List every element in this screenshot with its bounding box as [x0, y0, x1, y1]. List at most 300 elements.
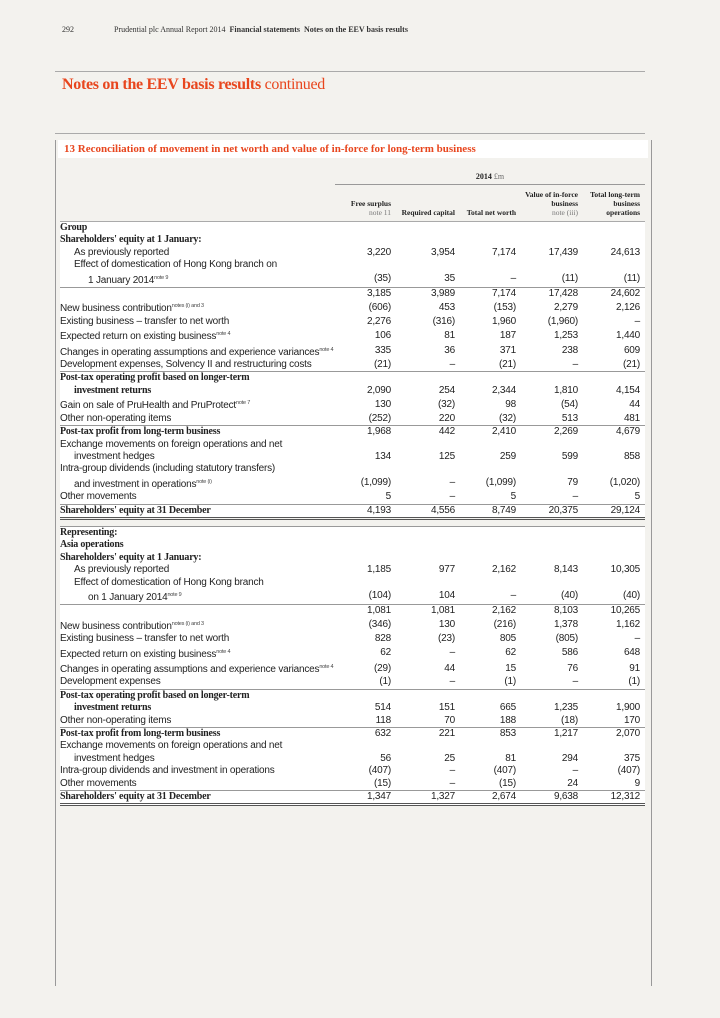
table-row: [60, 413, 645, 426]
value-cell: 1,253: [553, 329, 578, 341]
value-cell: [455, 526, 516, 539]
row-label-text: Intra-group dividends (including statutory transfers): [60, 463, 276, 475]
value-cell: [391, 439, 455, 451]
value-cell: 805: [499, 633, 516, 645]
table-row: [60, 715, 645, 728]
row-label-text: New business contribution: [60, 303, 172, 315]
row-label-text: Expected return on existing business: [60, 331, 217, 343]
value-cell: 648: [623, 647, 641, 659]
value-cell: 599: [561, 450, 578, 462]
table-row: [60, 564, 645, 576]
value-cell: 221: [391, 728, 455, 741]
value-cell: (407): [493, 765, 516, 777]
value-cell: [391, 372, 455, 385]
row-label-text: Effect of domestication of Hong Kong branch on: [74, 259, 277, 271]
value-cell: [516, 234, 578, 246]
row-label-text: Post-tax profit from long-term business: [60, 728, 221, 740]
row-label-text: investment hedges: [74, 752, 155, 764]
year-label: 2014: [475, 171, 492, 181]
value-cell: [391, 222, 455, 235]
row-label: [60, 247, 335, 259]
value-cell: (29): [374, 662, 391, 674]
value-cell: [455, 577, 516, 589]
row-label: [60, 288, 335, 301]
table-row: [60, 765, 645, 777]
value-cell: [335, 259, 391, 271]
report-name: Prudential plc Annual Report 2014: [114, 25, 226, 34]
value-cell: 1,900: [616, 702, 641, 714]
value-cell: [335, 372, 391, 385]
value-cell: 15: [505, 662, 516, 674]
value-cell: 1,081: [391, 605, 455, 618]
row-label: [60, 715, 335, 728]
value-cell: 238: [561, 345, 578, 357]
value-cell: –: [449, 777, 455, 789]
row-label-text: Changes in operating assumptions and experience variances: [60, 664, 320, 675]
value-cell: 70: [444, 714, 455, 726]
value-cell: [516, 539, 578, 551]
row-label-text: Post-tax profit from long-term business: [60, 426, 221, 438]
row-label: [60, 753, 335, 765]
value-cell: (346): [368, 619, 391, 631]
row-label: [60, 316, 335, 328]
value-cell: [516, 689, 578, 702]
row-label: [60, 385, 335, 397]
table-section: [60, 605, 645, 689]
table-row: [60, 605, 645, 618]
table-row: [60, 753, 645, 765]
row-label: [60, 689, 335, 702]
row-label-text: Existing business – transfer to net worth: [60, 633, 230, 645]
value-cell: 1,081: [335, 605, 391, 618]
value-cell: (805): [555, 633, 578, 645]
table-row: [60, 234, 645, 246]
row-label: [60, 740, 335, 752]
value-cell: (1): [628, 676, 641, 688]
row-label-text: Exchange movements on foreign operations and net: [60, 740, 283, 752]
value-cell: [578, 539, 645, 551]
value-cell: 125: [438, 450, 455, 462]
value-cell: 81: [444, 329, 455, 341]
value-cell: (32): [499, 412, 516, 424]
value-cell: [516, 577, 578, 589]
row-label: [60, 791, 335, 805]
table-row: [60, 778, 645, 791]
value-cell: 170: [623, 714, 641, 726]
value-cell: 106: [374, 329, 391, 341]
value-cell: 665: [499, 702, 516, 714]
value-cell: 5: [510, 491, 516, 503]
table-row: [60, 577, 645, 589]
row-label: [60, 539, 335, 551]
row-label: [60, 426, 335, 439]
table-section: [60, 526, 645, 604]
value-cell: [455, 539, 516, 551]
table-row: [60, 247, 645, 259]
value-cell: [455, 463, 516, 475]
value-cell: [516, 259, 578, 271]
value-cell: 1,347: [335, 791, 391, 805]
value-cell: [391, 539, 455, 551]
value-cell: 91: [629, 662, 641, 674]
row-label-text: Expected return on existing business: [60, 648, 217, 660]
running-header: [62, 25, 408, 34]
row-label: [60, 439, 335, 451]
row-label-text: Shareholders' equity at 1 January:: [60, 234, 202, 246]
value-cell: (1,099): [360, 477, 391, 489]
value-cell: 632: [335, 728, 391, 741]
value-cell: 62: [380, 647, 391, 659]
row-label: [60, 676, 335, 689]
value-cell: [455, 222, 516, 235]
value-cell: [391, 234, 455, 246]
value-cell: [516, 526, 578, 539]
table-row: [60, 385, 645, 397]
row-label: [60, 259, 335, 271]
value-cell: [455, 234, 516, 246]
row-label-text: As previously reported: [74, 564, 170, 576]
value-cell: (216): [493, 619, 516, 631]
value-cell: 3,989: [391, 288, 455, 301]
note-reference: note 9: [154, 274, 169, 281]
value-cell: –: [510, 273, 516, 285]
row-label: [60, 646, 335, 661]
value-cell: –: [572, 765, 578, 777]
row-label: [60, 552, 335, 564]
row-label: [60, 702, 335, 714]
note-reference: notes (i) and 3: [171, 303, 204, 310]
table-row: [60, 491, 645, 504]
value-cell: 2,070: [578, 728, 645, 741]
value-cell: (1): [379, 676, 391, 688]
row-label: [60, 633, 335, 645]
value-cell: 1,327: [391, 791, 455, 805]
table-row: [60, 476, 645, 491]
table-section: [60, 426, 645, 504]
column-header: [578, 185, 645, 222]
value-cell: 853: [455, 728, 516, 741]
value-cell: 62: [505, 647, 516, 659]
column-label: Total long-term business operations: [590, 190, 641, 217]
table-row: [60, 316, 645, 328]
row-label-text: Gain on sale of PruHealth and PruProtect: [60, 400, 236, 412]
value-cell: 2,410: [455, 426, 516, 439]
row-label-text: investment hedges: [74, 450, 155, 462]
column-label: Total net worth: [466, 208, 516, 217]
table-row: [60, 300, 645, 315]
value-cell: [335, 526, 391, 539]
table-row: [60, 463, 645, 475]
value-cell: 79: [567, 477, 578, 489]
value-cell: 25: [444, 752, 455, 764]
row-label: [60, 618, 335, 633]
row-label-text: Group: [60, 222, 88, 233]
row-label-text: Post-tax operating profit based on longer-term: [60, 372, 250, 384]
value-cell: [391, 740, 455, 752]
table-row: [60, 661, 645, 676]
table-row: [60, 589, 645, 605]
value-cell: 24,602: [578, 288, 645, 301]
value-cell: –: [449, 676, 455, 688]
value-cell: 98: [505, 398, 516, 410]
row-label: [60, 765, 335, 777]
value-cell: 3,220: [366, 246, 391, 258]
row-label: [60, 589, 335, 605]
table-row: [60, 426, 645, 439]
value-cell: –: [449, 359, 455, 371]
row-label-text: Post-tax operating profit based on longer-term: [60, 689, 250, 701]
row-label-text: Development expenses, Solvency II and restructuring costs: [60, 359, 312, 371]
value-cell: (40): [623, 590, 641, 602]
note-reference: note 4: [216, 331, 231, 338]
value-cell: 44: [629, 398, 641, 410]
value-cell: 2,162: [455, 605, 516, 618]
table-row: [60, 504, 645, 518]
value-cell: (18): [561, 714, 578, 726]
divider: [55, 133, 645, 134]
value-cell: 2,126: [616, 301, 641, 313]
column-header: [391, 185, 455, 222]
table-row: [60, 272, 645, 288]
value-cell: 1,162: [616, 619, 641, 631]
table-row: [60, 728, 645, 741]
divider: [55, 71, 645, 72]
value-cell: [335, 577, 391, 589]
value-cell: [455, 740, 516, 752]
value-cell: (35): [374, 273, 391, 285]
row-label: [60, 605, 335, 618]
page-title-main: Notes on the EEV basis results: [62, 76, 261, 93]
row-label-text: Other non-operating items: [60, 412, 172, 424]
value-cell: 8,143: [553, 564, 578, 576]
value-cell: [578, 526, 645, 539]
value-cell: [391, 689, 455, 702]
row-label: [60, 328, 335, 343]
value-cell: [578, 372, 645, 385]
value-cell: [516, 372, 578, 385]
column-header: [455, 185, 516, 222]
row-label: [60, 491, 335, 504]
value-cell: [335, 740, 391, 752]
value-cell: 10,305: [610, 564, 641, 576]
value-cell: 7,174: [491, 246, 516, 258]
value-cell: [578, 552, 645, 564]
value-cell: 17,428: [516, 288, 578, 301]
note-title: 13 Reconciliation of movement in net worth and value of in-force for long-term business: [64, 143, 476, 155]
row-label-text: Exchange movements on foreign operations and net: [60, 438, 283, 450]
value-cell: 9: [634, 777, 641, 789]
table-row: [60, 451, 645, 463]
row-label-text: and investment in operations: [74, 478, 197, 490]
row-label: [60, 778, 335, 791]
value-cell: –: [572, 359, 578, 371]
row-label-text: Representing:: [60, 526, 118, 538]
value-cell: [578, 259, 645, 271]
column-label: Required capital: [401, 208, 455, 217]
value-cell: (15): [374, 777, 391, 789]
column-label: Free surplus: [350, 199, 391, 208]
row-label-text: Existing business – transfer to net worth: [60, 315, 230, 327]
table-row: [60, 618, 645, 633]
value-cell: (54): [561, 398, 578, 410]
value-cell: [335, 234, 391, 246]
value-cell: 5: [634, 491, 641, 503]
value-cell: (1): [504, 676, 516, 688]
value-cell: (606): [368, 301, 391, 313]
row-label-text: New business contribution: [60, 620, 172, 632]
note-reference: notes (i) and 3: [171, 620, 204, 627]
value-cell: 294: [561, 752, 578, 764]
table-row: [60, 328, 645, 343]
row-label-text: Shareholders' equity at 31 December: [60, 504, 211, 516]
row-label: [60, 397, 335, 412]
page-title-suffix: continued: [264, 76, 325, 93]
value-cell: –: [572, 676, 578, 688]
value-cell: 513: [561, 412, 578, 424]
row-label: [60, 476, 335, 491]
value-cell: [391, 526, 455, 539]
row-label-text: investment returns: [74, 384, 152, 396]
value-cell: 977: [438, 564, 455, 576]
value-cell: 81: [505, 752, 516, 764]
row-label-text: Shareholders' equity at 1 January:: [60, 551, 202, 563]
column-note: note (iii): [551, 208, 578, 217]
value-cell: 9,638: [516, 791, 578, 805]
value-cell: [335, 539, 391, 551]
note-reference: note 4: [319, 346, 334, 353]
table-row: [60, 539, 645, 551]
value-cell: 828: [374, 633, 391, 645]
row-label: [60, 344, 335, 359]
value-cell: (40): [561, 590, 578, 602]
table-section: [60, 728, 645, 791]
value-cell: 4,154: [616, 384, 641, 396]
table-row: [60, 791, 645, 805]
value-cell: (21): [374, 359, 391, 371]
row-label: [60, 728, 335, 741]
value-cell: 4,556: [391, 504, 455, 518]
value-cell: 2,162: [491, 564, 516, 576]
value-cell: 188: [499, 714, 516, 726]
subsection-name: Notes on the EEV basis results: [303, 25, 408, 34]
value-cell: –: [634, 633, 641, 645]
value-cell: 118: [375, 714, 391, 726]
value-cell: (104): [368, 590, 391, 602]
unit-label: £m: [493, 171, 505, 181]
value-cell: [578, 222, 645, 235]
value-cell: (1,020): [609, 477, 641, 489]
value-cell: (15): [499, 777, 516, 789]
frame-right: [651, 140, 652, 986]
value-cell: [516, 552, 578, 564]
value-cell: [516, 439, 578, 451]
table-row: [60, 397, 645, 412]
row-label: [60, 526, 335, 539]
row-label-text: Changes in operating assumptions and experience variances: [60, 346, 320, 358]
value-cell: 259: [499, 450, 516, 462]
value-cell: 151: [438, 702, 455, 714]
value-cell: [578, 577, 645, 589]
value-cell: (21): [623, 359, 641, 371]
value-cell: [455, 372, 516, 385]
value-cell: 442: [391, 426, 455, 439]
value-cell: 12,312: [578, 791, 645, 805]
note-reference: note 4: [216, 648, 231, 655]
value-cell: 1,217: [516, 728, 578, 741]
value-cell: 104: [438, 590, 455, 602]
value-cell: 4,193: [335, 504, 391, 518]
value-cell: 254: [438, 384, 455, 396]
frame-left: [55, 140, 56, 986]
value-cell: [455, 552, 516, 564]
table-section: [60, 689, 645, 727]
value-cell: 4,679: [578, 426, 645, 439]
column-header: [516, 185, 578, 222]
table-section: [60, 222, 645, 288]
value-cell: 8,103: [516, 605, 578, 618]
year-header: [335, 168, 645, 185]
column-label: Value of in-force business: [525, 190, 578, 208]
table-section: [60, 504, 645, 518]
value-cell: 481: [623, 412, 641, 424]
row-label: [60, 463, 335, 475]
table-row: [60, 439, 645, 451]
row-label: [60, 222, 335, 235]
value-cell: [335, 689, 391, 702]
value-cell: 1,960: [491, 315, 516, 327]
row-label-text: investment returns: [74, 702, 152, 714]
value-cell: 36: [444, 345, 455, 357]
value-cell: 1,440: [616, 329, 641, 341]
row-label-text: Other movements: [60, 777, 137, 789]
row-label: [60, 564, 335, 576]
table-row: [60, 702, 645, 714]
value-cell: 7,174: [455, 288, 516, 301]
value-cell: [455, 439, 516, 451]
value-cell: (153): [493, 301, 516, 313]
value-cell: –: [449, 477, 455, 489]
value-cell: (1,960): [547, 315, 578, 327]
row-label-text: Other movements: [60, 491, 137, 503]
value-cell: [335, 222, 391, 235]
value-cell: 2,279: [553, 301, 578, 313]
table-section: [60, 791, 645, 805]
value-cell: –: [449, 647, 455, 659]
value-cell: 3,185: [335, 288, 391, 301]
value-cell: [578, 689, 645, 702]
value-cell: (1,099): [485, 477, 516, 489]
column-header: [335, 185, 391, 222]
row-label: [60, 504, 335, 518]
value-cell: [455, 259, 516, 271]
section-name: Financial statements: [229, 25, 300, 34]
value-cell: [516, 463, 578, 475]
value-cell: 1,810: [553, 384, 578, 396]
value-cell: 2,276: [366, 315, 391, 327]
value-cell: 24,613: [610, 246, 641, 258]
value-cell: 220: [438, 412, 455, 424]
row-label: [60, 577, 335, 589]
value-cell: 375: [623, 752, 641, 764]
table-row: [60, 689, 645, 702]
row-label-text: Asia operations: [60, 539, 124, 551]
value-cell: [335, 439, 391, 451]
value-cell: [455, 689, 516, 702]
value-cell: 1,185: [366, 564, 391, 576]
row-label-text: Effect of domestication of Hong Kong branch: [74, 576, 264, 588]
row-label-text: on 1 January 2014: [88, 591, 168, 603]
value-cell: 24: [567, 777, 578, 789]
